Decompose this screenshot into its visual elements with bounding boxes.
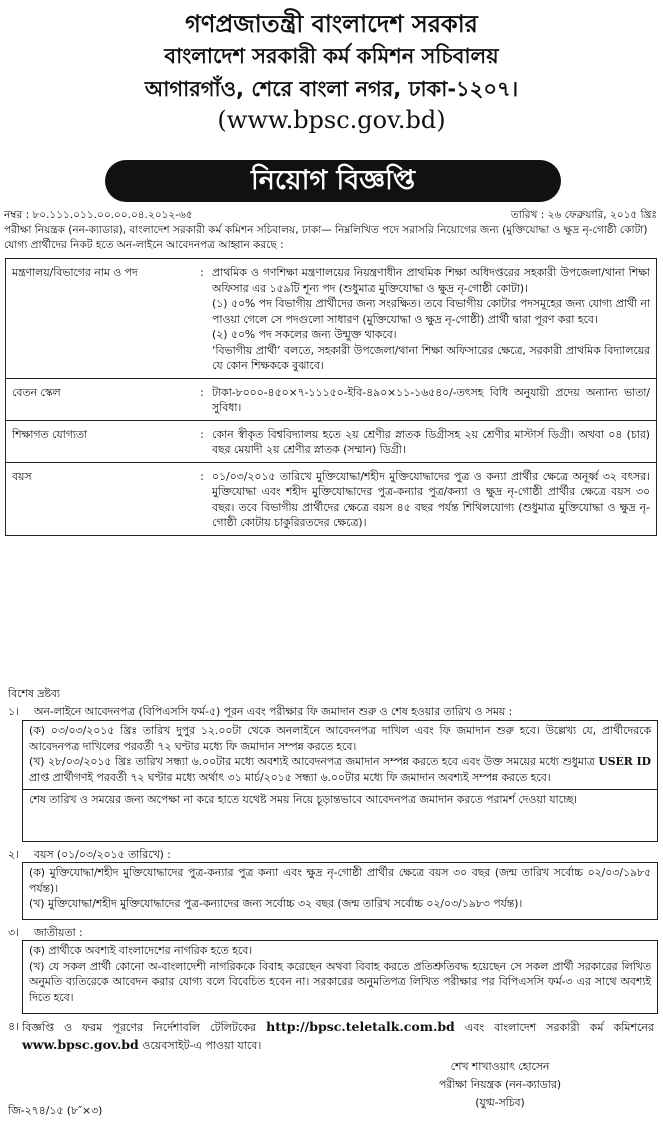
note4-mid: এবং বাংলাদেশ সরকারী কর্ম কমিশনের xyxy=(464,1021,654,1034)
note4-pre: বিজ্ঞপ্তি ও ফরম পূরণের নির্দেশাবলি টেলিটকের xyxy=(22,1021,257,1034)
row-label: মন্ত্রণালয়/বিভাগের নাম ও পদ xyxy=(12,266,138,279)
table-row-qualification xyxy=(6,420,657,462)
address: আগারগাঁও, শেরে বাংলা নগর, ঢাকা-১২০৭। xyxy=(144,77,519,101)
user-id-text: USER ID xyxy=(598,755,651,768)
post-line: প্রাথমিক ও গণশিক্ষা মন্ত্রণালয়ের নিয়ন্ত্রণাধীন প্রাথমিক শিক্ষা অধিদপ্তরের সহকারী উপজেলা/থানা শিক্ষা অফিসার এর ১৫৯টি শূন্য পদ (শুধুমাত্র মুক্তিযোদ্ধা ও ক্ষুদ্র নৃ-গোষ্ঠী কোটা)। xyxy=(212,266,650,295)
table-row-age xyxy=(6,462,657,535)
row-colon: : xyxy=(200,266,204,279)
table-row-pay-scale xyxy=(6,378,657,420)
job-details-table xyxy=(5,258,657,536)
note-number: ৩। xyxy=(8,926,19,939)
row-label: বয়স xyxy=(12,469,32,483)
signatory-name: শেখ শাখাওয়াৎ হোসেন xyxy=(450,1060,550,1073)
row-value: টাকা-৮০০০-৪৫০×৭-১১১৫০-ইবি-৪৯০×১১-১৬৫৪০/-তৎসহ বিধি অনুযায়ী প্রদেয় অন্যান্য ভাতা/সুবিধা। xyxy=(212,385,650,414)
note-number: ৪। xyxy=(8,1020,19,1033)
row-label: শিক্ষাগত যোগ্যতা xyxy=(12,427,88,441)
row-value: ০১/০৩/২০১৫ তারিখে মুক্তিযোদ্ধা/শহীদ মুক্তিযোদ্ধাদের পুত্র ও কন্যা প্রার্থীর ক্ষেত্রে অনূর্ধ্ব ৩২ বৎসর। মুক্তিযোদ্ধা এবং শহীদ মুক্তিযোদ্ধাদের পুত্র-কন্যার পুত্র/কন্যা ও ক্ষুদ্র নৃ-গোষ্ঠী প্রার্থীর ক্ষেত্রে বয়স ৩০ বছর। তবে বিভাগীয় প্রার্থীদের ক্ষেত্রে বয়স ৪৫ বছর পর্যন্ত শিথিলযোগ্য (শুধুমাত্র মুক্তিযোদ্ধা ও ক্ষুদ্র নৃ-গোষ্ঠী কোটায় চাকুরিরতদের ক্ষেত্রে)। xyxy=(212,469,650,529)
note2-kha: (খ) মুক্তিযোদ্ধা/শহীদ মুক্তিযোদ্ধাদের পুত্র-কন্যাদের জন্য সর্বোচ্চ ৩২ বছর (জন্ম তারিখ সর্বোচ্চ ০২/০৩/১৯৮৩ পর্যন্ত)। xyxy=(29,897,523,910)
note1-kha-pre: (খ) ২৮/০৩/২০১৫ খ্রিঃ তারিখ সন্ধ্যা ৬.০০টার মধ্যে অবশ্যই আবেদনপত্র জমাদান সম্পন্ন করতে হবে এবং উক্ত সময়ের মধ্যে শুধুমাত্র xyxy=(29,755,595,768)
bpsc-url[interactable]: www.bpsc.gov.bd xyxy=(22,1037,139,1052)
table-row-post xyxy=(6,259,657,379)
teletalk-url[interactable]: http://bpsc.teletalk.com.bd xyxy=(266,1019,455,1034)
note1-heading: অন-লাইনে আবেদনপত্র (বিপিএসসি ফর্ম-৫) পূরন এবং পরীক্ষার ফি জমাদান শুরু ও শেষ হওয়ার তারিখ ও সময় : xyxy=(34,705,513,718)
note1-footnote: শেষ তারিখ ও সময়ের জন্য অপেক্ষা না করে হাতে যথেষ্ট সময় নিয়ে চূড়ান্তভাবে আবেদনপত্র জমাদান করতে পরামর্শ দেওয়া যাচ্ছে। xyxy=(23,789,657,808)
note3-kha: (খ) যে সকল প্রার্থী কোনো অ-বাংলাদেশী নাগরিককে বিবাহ করেছেন অথবা বিবাহ করতে প্রতিশ্রুতিবদ্ধ হয়েছেন সে সকল প্রার্থী সরকারের লিখিত অনুমতি ব্যতিরেকে আবেদন করার যোগ্য বলে বিবেচিত হবেন না। সরকারের অনুমতিপত্র লিখিত পরীক্ষার পর বিপিএসসি ফর্ম-৩ এর সাথে অবশ্যই দিতে হবে। xyxy=(29,959,651,1004)
note-number: ২। xyxy=(8,848,19,861)
signatory-rank: (যুগ্ম-সচিব) xyxy=(475,1096,525,1109)
notes-title: বিশেষ দ্রষ্টব্য xyxy=(8,687,60,700)
note-number: ১। xyxy=(8,705,19,718)
row-value: কোন স্বীকৃত বিশ্ববিদ্যালয় হতে ২য় শ্রেণীর স্নাতক ডিগ্রীসহ ২য় শ্রেণীর মাস্টার্স ডিগ্রী। অথবা ০৪ (চার) বছর মেয়াদী ২য় শ্রেণীর স্নাতক (সম্মান) ডিগ্রী। xyxy=(212,427,650,456)
note4-text xyxy=(22,1018,654,1054)
post-line: (২) ৫০% পদ সকলের জন্য উন্মুক্ত থাকবে। xyxy=(212,328,397,341)
note4-post: ওয়েবসাইট-এ পাওয়া যাবে। xyxy=(142,1039,262,1052)
website: (www.bpsc.gov.bd) xyxy=(217,106,446,134)
intro-paragraph: পরীক্ষা নিয়ন্ত্রক (নন-ক্যাডার), বাংলাদেশ সরকারী কর্ম কমিশন সচিবালয়, ঢাকা— নিম্নলিখিত পদে সরাসরি নিয়োগের জন্য (মুক্তিযোদ্ধা ও ক্ষুদ্র নৃ-গোষ্ঠী কোটা) যোগ্য প্রার্থীদের নিকট হতে অন-লাইনে আবেদনপত্র আহ্বান করছে : xyxy=(4,224,648,251)
note2-ka: (ক) মুক্তিযোদ্ধা/শহীদ মুক্তিযোদ্ধাদের পুত্র-কন্যার পুত্র কন্যা এবং ক্ষুদ্র নৃ-গোষ্ঠী প্রার্থীর ক্ষেত্রে বয়স ৩০ বছর (জন্ম তারিখ সর্বোচ্চ ০২/০৩/১৯৮৫ পর্যন্ত)। xyxy=(29,866,651,895)
note1-kha-post: প্রাপ্ত প্রার্থীগণই পরবর্তী ৭২ ঘণ্টার মধ্যে অর্থাৎ ৩১ মার্চ/২০১৫ সন্ধ্যা ৬.০০টার মধ্যে ফি জমাদান অবশ্যই সম্পন্ন করতে হবে। xyxy=(29,770,551,784)
footer-code: জি-২৭৪/১৫ (৮″×৩) xyxy=(8,1104,103,1117)
notice-date: তারিখ : ২৬ ফেব্রুয়ারি, ২০১৫ খ্রিঃ xyxy=(510,209,657,221)
memo-number: নম্বর : ৮০.১১১.০১১.০০.০০.০৪.২০১২-৬৫ xyxy=(4,209,193,221)
note3-heading: জাতীয়তা : xyxy=(34,926,83,939)
notice-banner: নিয়োগ বিজ্ঞপ্তি xyxy=(105,160,561,202)
note3-ka: (ক) প্রার্থীকে অবশ্যই বাংলাদেশের নাগরিক হতে হবে। xyxy=(29,944,253,957)
row-colon: : xyxy=(200,469,204,483)
note1-ka: (ক) ০৩/০৩/২০১৫ খ্রিঃ তারিখ দুপুর ১২.০০টা থেকে অনলাইনে আবেদনপত্র দাখিল এবং ফি জমাদান শুরু হবে। উল্লেখ্য যে, প্রার্থীদেরকে আবেদনপত্র দাখিলের পরবর্তী ৭২ ঘণ্টার মধ্যে ফি জমাদান সম্পন্ন করতে হবে। xyxy=(29,724,651,753)
note2-box xyxy=(22,862,658,920)
note1-kha xyxy=(23,754,657,785)
govt-title: গণপ্রজাতন্ত্রী বাংলাদেশ সরকার xyxy=(185,10,478,38)
row-value xyxy=(210,259,657,379)
note3-box xyxy=(22,940,658,1014)
note1-box xyxy=(22,720,658,842)
commission-title: বাংলাদেশ সরকারী কর্ম কমিশন সচিবালয় xyxy=(164,44,499,68)
row-colon: : xyxy=(200,385,204,399)
row-label: বেতন স্কেল xyxy=(12,385,61,399)
post-line: (১) ৫০% পদ বিভাগীয় প্রার্থীদের জন্য সংরক্ষিত। তবে বিভাগীয় কোটার পদসমূহের জন্য যোগ্য প্রার্থী না পাওয়া গেলে সে পদগুলো সাধারণ (মুক্তিযোদ্ধা ও ক্ষুদ্র নৃ-গোষ্ঠী) প্রার্থী দ্বারা পূরণ করা হবে। xyxy=(212,297,650,326)
note2-heading: বয়স (০১/০৩/২০১৫ তারিখে) : xyxy=(34,848,171,861)
post-line: ‘বিভাগীয় প্রার্থী’ বলতে, সহকারী উপজেলা/থানা শিক্ষা অফিসারের ক্ষেত্রে, সরকারী প্রাথমিক বিদ্যালয়ের যে কোন শিক্ষককে বুঝাবে। xyxy=(212,343,650,372)
row-colon: : xyxy=(200,427,204,441)
signatory-title: পরীক্ষা নিয়ন্ত্রক (নন-ক্যাডার) xyxy=(438,1078,562,1091)
